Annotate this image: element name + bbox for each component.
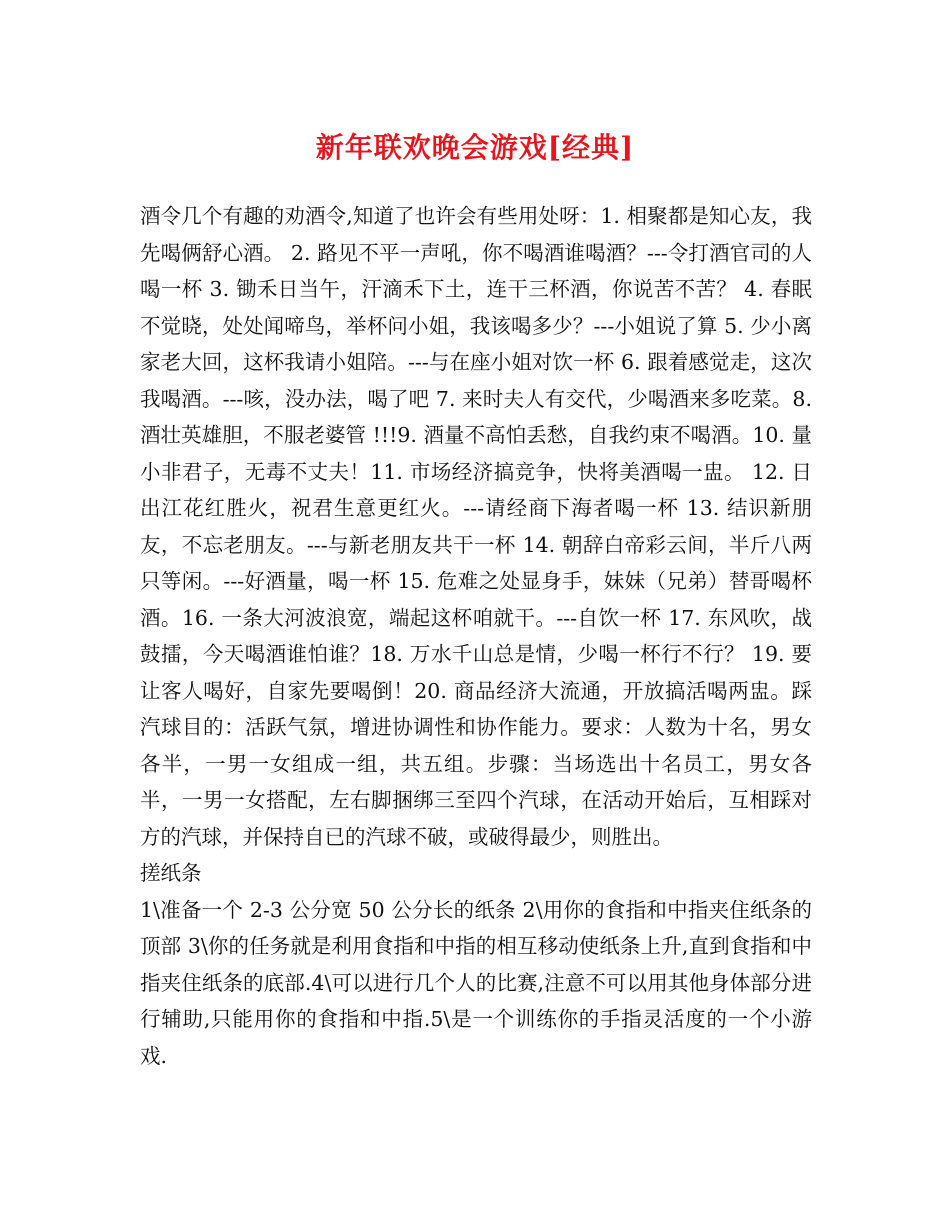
document-body (140, 198, 812, 1074)
paragraph-paper-strip-game: 1\准备一个 2-3 公分宽 50 公分长的纸条 2\用你的食指和中指夹住纸条的顶部 3\你的任务就是利用食指和中指的相互移动使纸条上升,直到食指和中指夹住纸条的底部.4\可以进行几个人的比赛,注意不可以用其他身体部分进行辅助,只能用你的食指和中指.5\是一个训练你的手指灵活度的一个小游戏. (140, 897, 812, 1068)
paragraph-heading-paper-strip: 搓纸条 (140, 861, 202, 885)
paragraph-drinking-games: 酒令几个有趣的劝酒令,知道了也许会有些用处呀：1. 相聚都是知心友，我先喝俩舒心酒。 2. 路见不平一声吼，你不喝酒谁喝酒？---令打酒官司的人喝一杯 3. 锄禾日当午，汗滴禾下土，连干三杯酒，你说苦不苦？ 4. 春眠不觉晓，处处闻啼鸟，举杯问小姐，我该喝多少？---小姐说了算 5. 少小离家老大回，这杯我请小姐陪。---与在座小姐对饮一杯 6. 跟着感觉走，这次我喝酒。---咳，没办法，喝了吧 7. 来时夫人有交代，少喝酒来多吃菜。8. 酒壮英雄胆，不服老婆管 !!!9. 酒量不高怕丢愁，自我约束不喝酒。10. 量小非君子，无毒不丈夫！11. 市场经济搞竞争，快将美酒喝一盅。 12. 日出江花红胜火，祝君生意更红火。---请经商下海者喝一杯 13. 结识新朋友，不忘老朋友。---与新老朋友共干一杯 14. 朝辞白帝彩云间，半斤八两只等闲。---好酒量，喝一杯 15. 危难之处显身手，妹妹（兄弟）替哥喝杯酒。16. 一条大河波浪宽，端起这杯咱就干。---自饮一杯 17. 东风吹，战鼓擂，今天喝酒谁怕谁？18. 万水千山总是情，少喝一杯行不行？ 19. 要让客人喝好，自家先要喝倒！20. 商品经济大流通，开放搞活喝两盅。踩汽球目的：活跃气氛，增进协调性和协作能力。要求：人数为十名，男女各半，一男一女组成一组，共五组。步骤：当场选出十名员工，男女各半，一男一女搭配，左右脚捆绑三至四个汽球，在活动开始后，互相踩对方的汽球，并保持自已的汽球不破，或破得最少，则胜出。 (140, 204, 812, 849)
document-title: 新年联欢晚会游戏[经典] (315, 131, 635, 164)
